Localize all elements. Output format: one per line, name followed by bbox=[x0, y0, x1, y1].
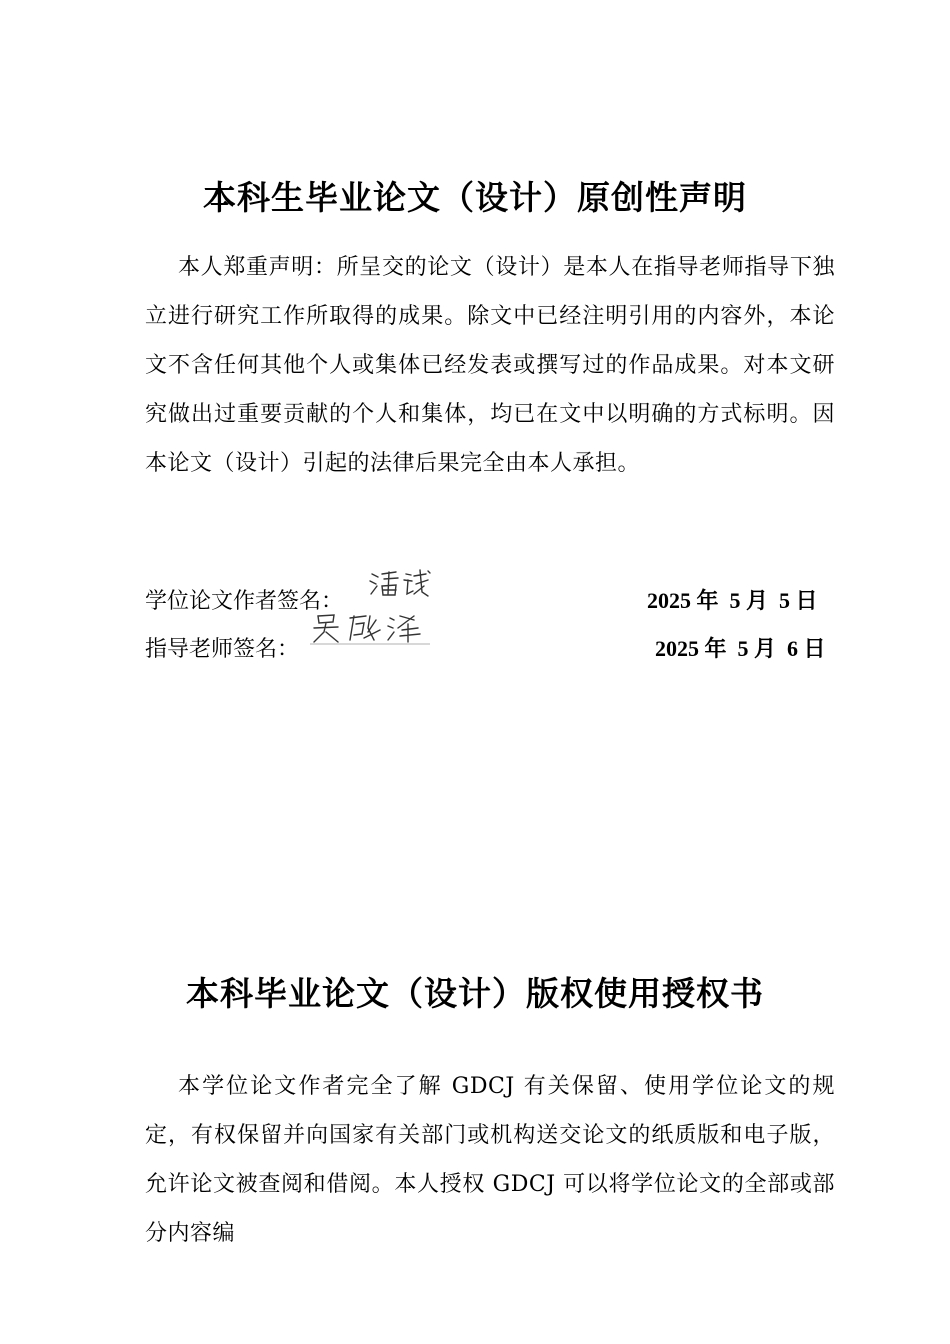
author-signature-date: 2025 年 5 月 5 日 bbox=[647, 588, 818, 613]
authorization-body: 本学位论文作者完全了解 GDCJ 有关保留、使用学位论文的规定，有权保留并向国家有关部门或机构送交论文的纸质版和电子版，允许论文被查阅和借阅。本人授权 GDCJ 可以将学位论文的全部或部分内容编 bbox=[145, 1074, 835, 1246]
author-signature-label: 学位论文作者签名： bbox=[145, 589, 344, 614]
declaration-title: 本科生毕业论文（设计）原创性声明 bbox=[203, 178, 747, 217]
advisor-signature-date: 2025 年 5 月 6 日 bbox=[655, 636, 826, 661]
advisor-signature-label: 指导老师签名： bbox=[145, 637, 300, 662]
authorization-title: 本科毕业论文（设计）版权使用授权书 bbox=[186, 974, 764, 1013]
advisor-handwritten-signature bbox=[310, 610, 430, 646]
author-handwritten-signature bbox=[362, 566, 442, 602]
declaration-body: 本人郑重声明：所呈交的论文（设计）是本人在指导老师指导下独立进行研究工作所取得的成果。除文中已经注明引用的内容外，本论文不含任何其他个人或集体已经发表或撰写过的作品成果。对本文研究做出过重要贡献的个人和集体，均已在文中以明确的方式标明。因本论文（设计）引起的法律后果完全由本人承担。 bbox=[145, 255, 835, 476]
